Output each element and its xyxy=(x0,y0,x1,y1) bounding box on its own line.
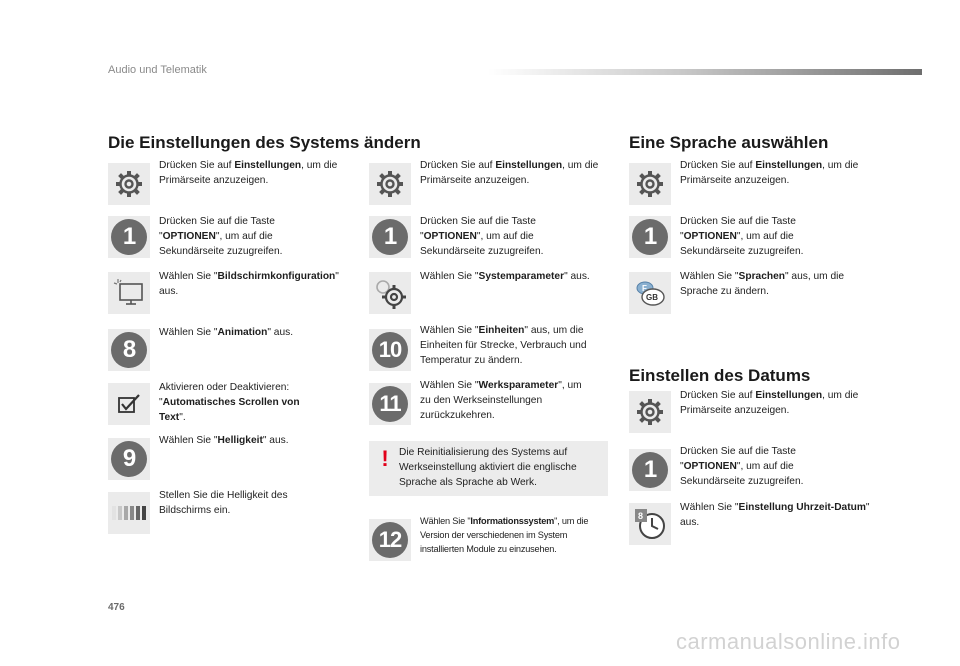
svg-text:F: F xyxy=(642,284,647,293)
header-bar xyxy=(488,69,922,75)
warning-text: Die Reinitialisierung des Systems auf Werkseinstellung aktiviert die englische Sprache als Sprache ab Werk. xyxy=(399,447,577,488)
step-number-icon: 1 xyxy=(108,216,150,258)
settings-gear-icon xyxy=(629,391,671,433)
language-icon xyxy=(629,272,671,314)
step-text: Wählen Sie "Werksparameter", um zu den Werkseinstellungen zurückzukehren. xyxy=(420,380,582,421)
step-number-icon: 12 xyxy=(369,519,411,561)
watermark: carmanualsonline.info xyxy=(676,629,901,654)
section-title-system: Die Einstellungen des Systems ändern xyxy=(108,133,421,152)
brightness-slider-icon xyxy=(108,492,150,534)
svg-text:GB: GB xyxy=(646,293,658,302)
checkbox-icon xyxy=(108,383,150,425)
step-number-icon: 8 xyxy=(108,329,150,371)
step-text: Wählen Sie "Systemparameter" aus. xyxy=(420,271,590,282)
page-number: 476 xyxy=(108,602,125,613)
step-text: Stellen Sie die Helligkeit des Bildschirms ein. xyxy=(159,490,288,516)
display-icon xyxy=(108,272,150,314)
settings-gear-icon xyxy=(369,163,411,205)
step-text: Drücken Sie auf die Taste "OPTIONEN", um auf die Sekundärseite zuzugreifen. xyxy=(420,216,544,257)
step-number-icon: 1 xyxy=(369,216,411,258)
step-text: Aktivieren oder Deaktivieren: "Automatisches Scrollen von Text". xyxy=(159,382,300,423)
section-title-language: Eine Sprache auswählen xyxy=(629,133,829,152)
step-text: Drücken Sie auf die Taste "OPTIONEN", um auf die Sekundärseite zuzugreifen. xyxy=(680,446,804,487)
step-text: Drücken Sie auf Einstellungen, um die Primärseite anzuzeigen. xyxy=(680,160,859,186)
warning-icon: ! xyxy=(381,446,389,471)
svg-text:8: 8 xyxy=(638,511,644,521)
step-number-icon: 1 xyxy=(629,449,671,491)
step-number-icon: 1 xyxy=(629,216,671,258)
step-number-icon: 11 xyxy=(369,383,411,425)
settings-gear-icon xyxy=(629,163,671,205)
date-time-icon xyxy=(629,503,671,545)
step-number-icon: 10 xyxy=(369,329,411,371)
step-text: Wählen Sie "Informationssystem", um die Version der verschiedenen im System installierten Module zu einzusehen. xyxy=(420,516,589,554)
step-text: Drücken Sie auf Einstellungen, um die Primärseite anzuzeigen. xyxy=(159,160,338,186)
step-text: Wählen Sie "Sprachen" aus, um die Sprache zu ändern. xyxy=(680,271,845,297)
step-text: Drücken Sie auf Einstellungen, um die Primärseite anzuzeigen. xyxy=(420,160,599,186)
header-title: Audio und Telematik xyxy=(108,64,207,76)
step-text: Wählen Sie "Bildschirmkonfiguration" aus. xyxy=(159,271,339,297)
step-number-icon: 9 xyxy=(108,438,150,480)
step-text: Drücken Sie auf die Taste "OPTIONEN", um auf die Sekundärseite zuzugreifen. xyxy=(680,216,804,257)
step-text: Drücken Sie auf Einstellungen, um die Primärseite anzuzeigen. xyxy=(680,390,859,416)
step-text: Wählen Sie "Animation" aus. xyxy=(159,327,294,338)
step-text: Wählen Sie "Helligkeit" aus. xyxy=(159,435,289,446)
section-title-date: Einstellen des Datums xyxy=(629,366,811,385)
step-text: Drücken Sie auf die Taste "OPTIONEN", um auf die Sekundärseite zuzugreifen. xyxy=(159,216,283,257)
step-text: Wählen Sie "Einheiten" aus, um die Einheiten für Strecke, Verbrauch und Temperatur zu ändern. xyxy=(420,325,587,366)
step-text: Wählen Sie "Einstellung Uhrzeit-Datum" aus. xyxy=(680,502,870,528)
settings-gear-icon xyxy=(108,163,150,205)
system-settings-icon xyxy=(369,272,411,314)
